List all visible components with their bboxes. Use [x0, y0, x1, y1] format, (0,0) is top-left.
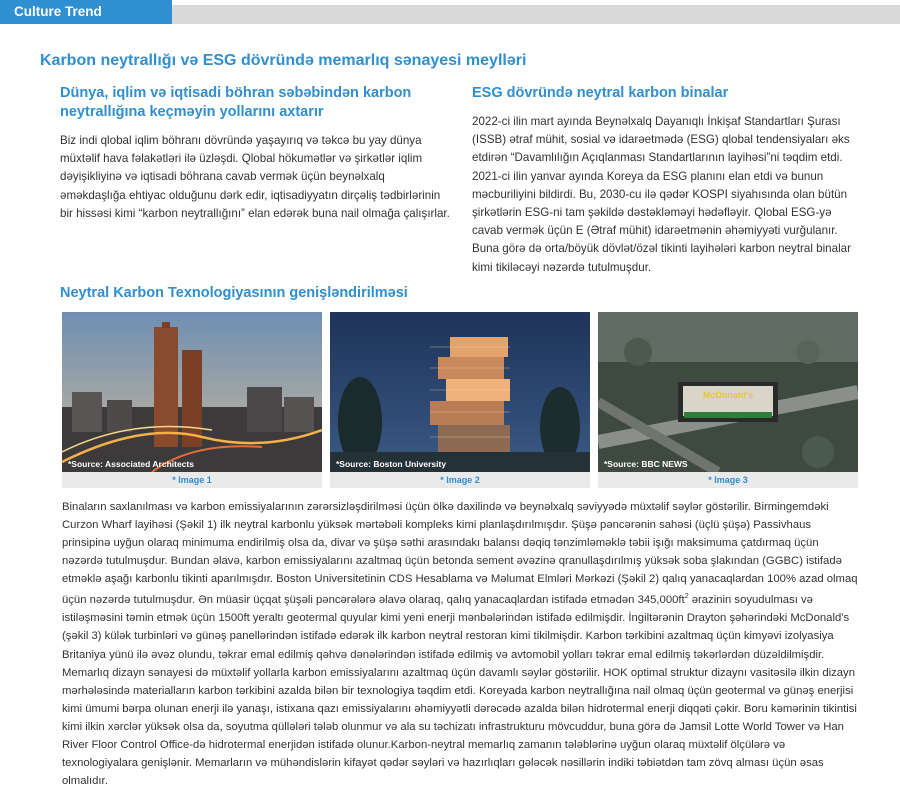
image-3-caption: * Image 3 — [598, 472, 858, 488]
article-body-part-1: Binaların saxlanılması və karbon emissiyalarının zərərsizləşdirilməsi üçün ölkə daxilində və beynəlxalq səviyyədə müxtəlif səylər göstərilir. Birmingemdəki Curzon Wharf layihəsi (Şəkil 1) ilk neytral karbonlu yüksək mərtəbəli kompleks kimi planlaşdırılmışdır. Şüşə pəncərənin sahəsi (üçlü şüşə) Passivhaus prinsipinə uyğun olaraq minimuma endirilmiş olsa da, divar və şüşə səthi arasındakı balansı dəqiq tənzimləməklə təbii işığı maksimuma çatdırmaq üçün nəzərdə tutulmuşdur. Bundan əlavə, karbon emissiyalarını azaltmaq üçün betonda sement əvəzinə qranullaşdırılmış yüksək soba şlakından (GGBC) istifadə etməklə aşağı karbonlu tikinti aparılmışdır. Boston Universitetinin CDS Hesablama və Məlumat Elmləri Mərkəzi (Şəkil 2) qalıq yanacaqlardan 100% azad olmaq üçün nəzərdə tutulmuşdur. Ən müasir üçqat şüşəli pəncərələrə əlavə olaraq, qalıq yanacaqlardan istifadə etmədən 345,000ft — [62, 501, 858, 607]
article-title: Karbon neytrallığı və ESG dövründə memarlıq sənayesi meylləri — [40, 52, 527, 69]
image-1-caption: * Image 1 — [62, 472, 322, 488]
image-2-source: *Source: Boston University — [336, 459, 447, 469]
image-1-photo — [62, 312, 322, 472]
tech-heading: Neytral Karbon Texnologiyasının genişləndirilməsi — [60, 285, 408, 301]
article-body-part-2: ərazinin soyudulması və istiləşməsini təmin etmək üçün 1500ft yeraltı geotermal quyular kimi yeni enerji mənbələrindən istifadə edilmişdir. İngiltərənin Drayton şəhərindəki McDonald’s (şəkil 3) külək turbinləri və günəş panellərindən istifadə edərək ilk karbon neytral restoran kimi tikilmişdir. Karbon tərkibini azaltmaq üçün kimyəvi izolyasiya Britaniya yünü ilə əvəz olundu, təkrar emal edilmiş qəhvə dənələrindən istifadə edilmiş və avtomobil yolları təkrar emal edilmiş təkərlərdən düzəldilmişdir. Memarlıq dizayn sənayesi də müxtəlif yollarla karbon emissiyalarını azaltmaq üçün davamlı səylər göstərilir. HOK optimal struktur dizaynı vasitəsilə ilkin dizayn mərhələsində materialların karbon tərkibini azalda bilən bir texnologiya təqdim etdi. Koreyada karbon neytrallığına nail olmaq üçün geotermal və günəş enerjisi kimi ümumi bərpa olunan enerji ilə yanaşı, istixana qazı emissiyalarını əhəmiyyətli dərəcədə azalda bilən hidrotermal enerji diqqəti çəkir. Boru kəmərinin tikintisi kimi ilkin xərclər yüksək olsa da, soyutma qüllələri tələb olunmur və ala su təchizatı infrastrukturu mövcuddur, buna görə də Jamsil Lotte World Tower və Han River Floor Control Office-də hidrotermal enerjidən istifadə olunur.Karbon-neytral memarlıq zamanın tələblərinə uyğun olaraq müxtəlif ölçülərə və texnologiyalara genişlənir. Memarların və mühəndislərin kifayət qədər səyləri və hazırlıqları gələcək nəsillərin indiki təbiətdən tam zövq alması üçün əsas olmalıdır. — [62, 594, 857, 788]
right-heading: ESG dövründə neytral karbon binalar — [472, 85, 729, 101]
left-heading: Dünya, iqlim və iqtisadi böhran səbəbindən karbon neytrallığına keçməyin yollarını axtarır — [60, 85, 412, 120]
image-3-source: *Source: BBC NEWS — [604, 459, 688, 469]
image-1-source: *Source: Associated Architects — [68, 459, 194, 469]
image-2 — [330, 312, 590, 488]
left-column — [60, 84, 452, 223]
article-body — [62, 498, 862, 790]
section-tag: Culture Trend — [0, 0, 172, 24]
image-3-photo — [598, 312, 858, 472]
image-2-photo — [330, 312, 590, 472]
image-1 — [62, 312, 322, 488]
mcdonalds-sign: McDonald's — [702, 390, 754, 400]
right-body: 2022-ci ilin mart ayında Beynəlxalq Dayanıqlı İnkişaf Standartları Şurası (ISSB) ətraf mühit, sosial və idarəetmədə (ESG) qlobal tendensiyaları əks etdirən “Davamlılığın Açıqlanması Standartlarının layihəsi”ni təqdim etdi. 2021-ci ilin yanvar ayında Koreya da ESG planını elan etdi və bunun məcburiliyini bildirdi. Bu, 2030-cu ilə qədər KOSPI siyahısında olan bütün şirkətlərin ESG-ni tam şəkildə dəstəkləməyi hədəfləyir. Qlobal ESG-yə cavab vermək üçün E (Ətraf mühit) idarəetmənin əhəmiyyəti vurğulanır. Buna görə də orta/böyük dövlət/özəl tikinti layihələri karbon neytral binalar kimi tikiləcəyi nəzərdə tutulmuşdur. — [472, 115, 851, 274]
image-strip — [62, 312, 858, 488]
left-body: Biz indi qlobal iqlim böhranı dövründə yaşayırıq və təkcə bu yay dünya müxtəlif hava fəlakətləri ilə üzləşdi. Qlobal hökumətlər və şirkətlər iqlim dəyişikliyinə və iqtisadi böhrana cavab vermək üçün beynəlxalq əməkdaşlığa ehtiyac olduğunu dərk edir, iqtisadiyyatın dirçəliş tədbirlərinin bir hissəsi kimi “karbon neytrallığını” elan edərək buna nail olmağa çalışırlar. — [60, 134, 450, 220]
right-column — [472, 84, 864, 277]
article-body-superscript: 2 — [684, 593, 689, 601]
image-2-caption: * Image 2 — [330, 472, 590, 488]
image-3 — [598, 312, 858, 488]
section-header-bar — [0, 0, 900, 24]
header-rule — [172, 5, 900, 24]
